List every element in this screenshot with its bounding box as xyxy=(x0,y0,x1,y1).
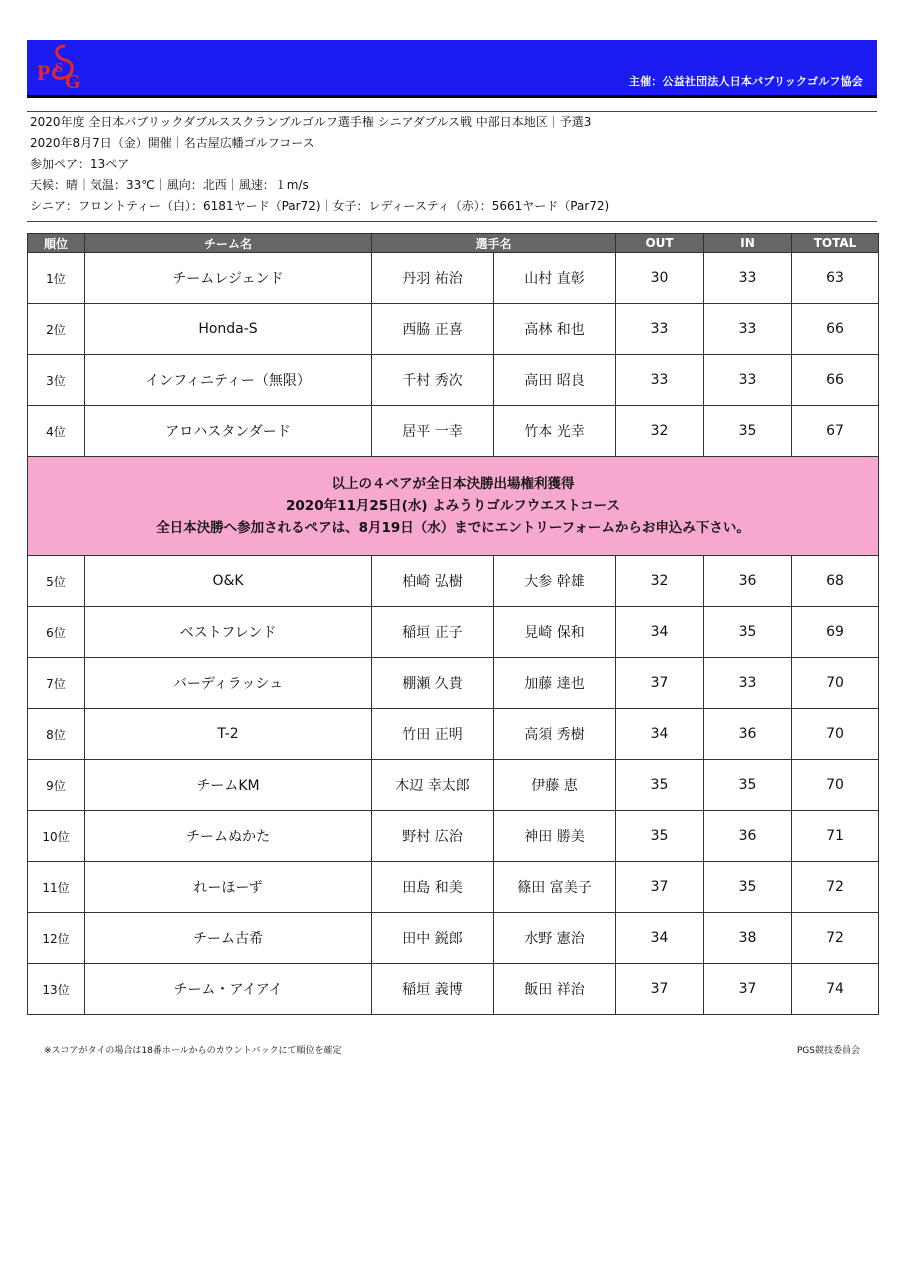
player2-cell: 伊藤 恵 xyxy=(494,760,616,811)
player2-cell: 竹本 光幸 xyxy=(494,406,616,457)
out-cell: 37 xyxy=(616,964,704,1015)
event-info xyxy=(30,112,609,217)
rank-cell: 10位 xyxy=(28,811,85,862)
header-rank: 順位 xyxy=(28,234,85,253)
table-row xyxy=(28,760,879,811)
player2-cell: 加藤 達也 xyxy=(494,658,616,709)
svg-text:S: S xyxy=(55,61,63,76)
table-row xyxy=(28,556,879,607)
team-cell: アロハスタンダード xyxy=(85,406,372,457)
player2-cell: 高田 昭良 xyxy=(494,355,616,406)
out-cell: 34 xyxy=(616,709,704,760)
in-cell: 36 xyxy=(704,709,792,760)
total-cell: 70 xyxy=(792,760,879,811)
table-row xyxy=(28,253,879,304)
out-cell: 33 xyxy=(616,304,704,355)
pgs-logo xyxy=(35,42,87,94)
player1-cell: 稲垣 正子 xyxy=(372,607,494,658)
rank-cell: 4位 xyxy=(28,406,85,457)
table-row xyxy=(28,862,879,913)
total-cell: 70 xyxy=(792,658,879,709)
in-cell: 36 xyxy=(704,811,792,862)
table-row xyxy=(28,355,879,406)
rows-qualified xyxy=(28,253,879,556)
total-cell: 71 xyxy=(792,811,879,862)
player1-cell: 棚瀬 久貴 xyxy=(372,658,494,709)
team-cell: チーム・アイアイ xyxy=(85,964,372,1015)
out-cell: 32 xyxy=(616,406,704,457)
table-row xyxy=(28,964,879,1015)
rank-cell: 8位 xyxy=(28,709,85,760)
out-cell: 37 xyxy=(616,862,704,913)
team-cell: チームレジェンド xyxy=(85,253,372,304)
notice-line-1: 以上の４ペアが全日本決勝出場権利獲得 xyxy=(331,476,575,492)
in-cell: 37 xyxy=(704,964,792,1015)
player1-cell: 木辺 幸太郎 xyxy=(372,760,494,811)
table-row xyxy=(28,406,879,457)
team-cell: チームぬかた xyxy=(85,811,372,862)
qualification-notice xyxy=(28,457,879,556)
rank-cell: 1位 xyxy=(28,253,85,304)
player2-cell: 大参 幹雄 xyxy=(494,556,616,607)
total-cell: 72 xyxy=(792,913,879,964)
results-table xyxy=(27,233,879,1015)
header-players: 選手名 xyxy=(372,234,616,253)
total-cell: 72 xyxy=(792,862,879,913)
weather-info: 天候：晴｜気温：33℃｜風向：北西｜風速：１m/s xyxy=(30,178,309,192)
rank-cell: 7位 xyxy=(28,658,85,709)
player1-cell: 西脇 正喜 xyxy=(372,304,494,355)
table-row xyxy=(28,709,879,760)
committee-name: PGS競技委員会 xyxy=(796,1046,860,1056)
out-cell: 33 xyxy=(616,355,704,406)
out-cell: 34 xyxy=(616,913,704,964)
in-cell: 33 xyxy=(704,658,792,709)
in-cell: 35 xyxy=(704,607,792,658)
team-cell: インフィニティー（無限） xyxy=(85,355,372,406)
participant-count: 参加ペア：13ペア xyxy=(30,157,130,171)
tiebreak-note: ※スコアがタイの場合は18番ホールからのカウントバックにて順位を確定 xyxy=(44,1046,342,1056)
header-total: TOTAL xyxy=(792,234,879,253)
divider-bottom xyxy=(27,221,877,222)
header-banner xyxy=(27,40,877,98)
team-cell: バーディラッシュ xyxy=(85,658,372,709)
player2-cell: 高林 和也 xyxy=(494,304,616,355)
total-cell: 66 xyxy=(792,304,879,355)
event-title: 2020年度 全日本パブリックダブルススクランブルゴルフ選手権 シニアダブルス戦 中部日本地区｜予選3 xyxy=(30,115,592,129)
player2-cell: 山村 直彰 xyxy=(494,253,616,304)
total-cell: 63 xyxy=(792,253,879,304)
out-cell: 35 xyxy=(616,811,704,862)
player2-cell: 高須 秀樹 xyxy=(494,709,616,760)
in-cell: 35 xyxy=(704,862,792,913)
rank-cell: 5位 xyxy=(28,556,85,607)
total-cell: 69 xyxy=(792,607,879,658)
player2-cell: 見崎 保和 xyxy=(494,607,616,658)
svg-text:P: P xyxy=(37,60,51,85)
in-cell: 38 xyxy=(704,913,792,964)
out-cell: 34 xyxy=(616,607,704,658)
table-row xyxy=(28,811,879,862)
player1-cell: 野村 広治 xyxy=(372,811,494,862)
notice-line-2: 2020年11月25日(水) よみうりゴルフウエストコース xyxy=(286,498,620,514)
player2-cell: 飯田 祥治 xyxy=(494,964,616,1015)
organizer-text: 主催：公益社団法人日本パブリックゴルフ協会 xyxy=(628,75,863,88)
team-cell: ベストフレンド xyxy=(85,607,372,658)
team-cell: Honda-S xyxy=(85,304,372,355)
player1-cell: 田中 鋭郎 xyxy=(372,913,494,964)
player1-cell: 丹羽 祐治 xyxy=(372,253,494,304)
table-row xyxy=(28,913,879,964)
team-cell: チーム古希 xyxy=(85,913,372,964)
out-cell: 37 xyxy=(616,658,704,709)
in-cell: 33 xyxy=(704,253,792,304)
notice-line-3: 全日本決勝へ参加されるペアは、8月19日（水）までにエントリーフォームからお申込み下さい。 xyxy=(156,520,750,536)
player2-cell: 篠田 富美子 xyxy=(494,862,616,913)
in-cell: 36 xyxy=(704,556,792,607)
in-cell: 35 xyxy=(704,406,792,457)
table-row xyxy=(28,658,879,709)
total-cell: 67 xyxy=(792,406,879,457)
rank-cell: 3位 xyxy=(28,355,85,406)
player1-cell: 柏崎 弘樹 xyxy=(372,556,494,607)
rank-cell: 9位 xyxy=(28,760,85,811)
qualification-notice-row xyxy=(28,457,879,556)
table-row xyxy=(28,607,879,658)
in-cell: 35 xyxy=(704,760,792,811)
out-cell: 35 xyxy=(616,760,704,811)
rank-cell: 2位 xyxy=(28,304,85,355)
total-cell: 68 xyxy=(792,556,879,607)
player2-cell: 水野 憲治 xyxy=(494,913,616,964)
rows-other xyxy=(28,556,879,1015)
out-cell: 30 xyxy=(616,253,704,304)
total-cell: 74 xyxy=(792,964,879,1015)
event-date-venue: 2020年8月7日（金）開催｜名古屋広幡ゴルフコース xyxy=(30,136,315,150)
header-in: IN xyxy=(704,234,792,253)
total-cell: 70 xyxy=(792,709,879,760)
total-cell: 66 xyxy=(792,355,879,406)
in-cell: 33 xyxy=(704,355,792,406)
player1-cell: 田島 和美 xyxy=(372,862,494,913)
svg-text:G: G xyxy=(65,71,81,93)
player1-cell: 居平 一幸 xyxy=(372,406,494,457)
rank-cell: 6位 xyxy=(28,607,85,658)
team-cell: れーほーず xyxy=(85,862,372,913)
player1-cell: 千村 秀次 xyxy=(372,355,494,406)
header-team: チーム名 xyxy=(85,234,372,253)
table-header-row xyxy=(28,234,879,253)
table-row xyxy=(28,304,879,355)
in-cell: 33 xyxy=(704,304,792,355)
player2-cell: 神田 勝美 xyxy=(494,811,616,862)
player1-cell: 稲垣 義博 xyxy=(372,964,494,1015)
header-out: OUT xyxy=(616,234,704,253)
rank-cell: 13位 xyxy=(28,964,85,1015)
player1-cell: 竹田 正明 xyxy=(372,709,494,760)
team-cell: O&K xyxy=(85,556,372,607)
course-info: シニア：フロントティー（白）：6181ヤード（Par72)｜女子：レディースティ（赤）：5661ヤード（Par72) xyxy=(30,199,610,213)
team-cell: T-2 xyxy=(85,709,372,760)
rank-cell: 12位 xyxy=(28,913,85,964)
rank-cell: 11位 xyxy=(28,862,85,913)
out-cell: 32 xyxy=(616,556,704,607)
team-cell: チームKM xyxy=(85,760,372,811)
